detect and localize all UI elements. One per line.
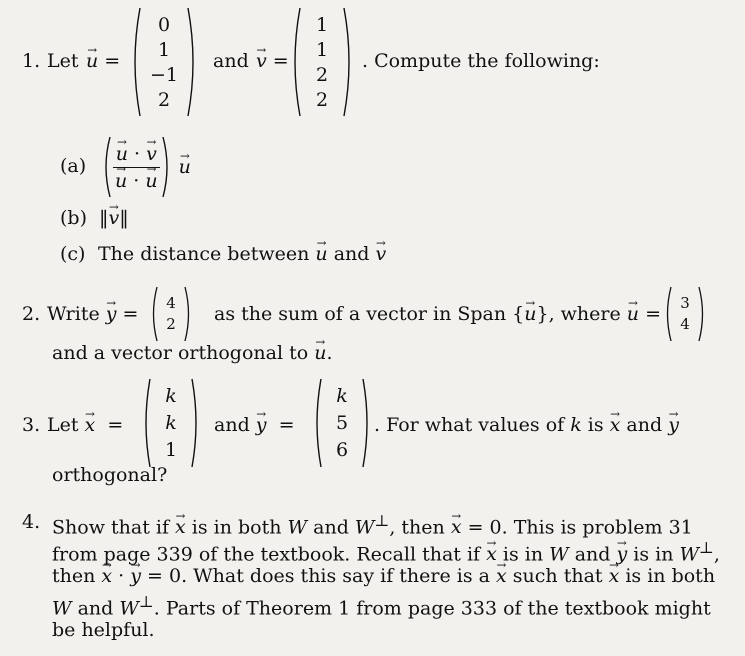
projection-fraction: → u · → v → u · → u — [112, 143, 161, 192]
v-entry-2: 1 — [315, 39, 329, 61]
problem-4-line-4: W and W⊥. Parts of Theorem 1 from page 333 of the textbook might — [52, 592, 711, 620]
problem-1-compute: . Compute the following: — [362, 50, 600, 72]
problem-3-x-column-vector — [140, 377, 202, 469]
problem-2-number: 2. — [22, 303, 41, 325]
right-paren-icon — [183, 285, 194, 343]
problem-2-y-column-vector — [148, 285, 194, 343]
y3-entry-1: k — [336, 384, 348, 407]
y-entry-2: 2 — [166, 315, 176, 333]
problem-4-number: 4. — [22, 511, 41, 533]
part-a-expression: → u · → v → u · → u → u — [100, 135, 191, 199]
part-c-label: (c) — [60, 243, 86, 265]
problem-3-line-2: orthogonal? — [52, 464, 168, 486]
x-entry-2: k — [165, 411, 177, 434]
problem-2-write: Write → y = — [47, 303, 138, 325]
problem-1-v-symbol: → v = — [256, 50, 289, 72]
right-paren-icon — [697, 285, 708, 343]
u-entry-1: 0 — [157, 14, 171, 36]
problem-1-and: and — [213, 50, 249, 72]
part-b-norm: ‖→ v‖ — [99, 207, 129, 229]
left-paren-icon — [100, 135, 112, 199]
y3-entry-2: 5 — [335, 411, 349, 434]
y3-entry-3: 6 — [335, 438, 349, 461]
x-entry-3: 1 — [164, 438, 178, 461]
problem-2-mid-text: as the sum of a vector in Span {→ u}, where → u = — [214, 303, 661, 325]
left-paren-icon — [288, 6, 302, 118]
problem-4-line-5: be helpful. — [52, 619, 155, 641]
u2-entry-2: 4 — [680, 315, 690, 333]
left-paren-icon — [311, 377, 323, 469]
left-paren-icon — [128, 6, 142, 118]
left-paren-icon — [148, 285, 159, 343]
u-entry-2: 1 — [157, 39, 171, 61]
problem-3-question: . For what values of k is → x and → y — [374, 414, 679, 436]
left-paren-icon — [140, 377, 152, 469]
u2-entry-1: 3 — [680, 294, 690, 312]
v-entry-3: 2 — [315, 64, 329, 86]
right-paren-icon — [190, 377, 202, 469]
right-paren-icon — [161, 135, 173, 199]
problem-2-line-2: and a vector orthogonal to → u. — [52, 342, 332, 364]
problem-4-line-2: from page 339 of the textbook. Recall that if → x is in W and → y is in W⊥, — [52, 538, 720, 565]
right-paren-icon — [342, 6, 356, 118]
part-b-label: (b) — [60, 207, 87, 229]
v-entry-4: 2 — [315, 89, 329, 111]
problem-3-and: and → y = — [214, 414, 295, 436]
u-entry-3: −1 — [149, 64, 178, 86]
y-entry-1: 4 — [166, 294, 176, 312]
problem-1-u-symbol: → u = — [86, 50, 120, 72]
left-paren-icon — [662, 285, 673, 343]
problem-2-u-column-vector — [662, 285, 708, 343]
problem-4-line-1: Show that if → x is in both W and W⊥, then → x = 0. This is problem 31 — [52, 511, 693, 538]
right-paren-icon — [361, 377, 373, 469]
problem-1-u-column-vector — [128, 6, 200, 118]
part-c-text: The distance between → u and → v — [98, 243, 386, 265]
right-paren-icon — [186, 6, 200, 118]
problem-1-v-column-vector — [288, 6, 356, 118]
problem-3-number: 3. — [22, 414, 41, 436]
problem-3-y-column-vector — [311, 377, 373, 469]
x-entry-1: k — [165, 384, 177, 407]
part-a-label: (a) — [60, 155, 87, 177]
problem-3-let: Let → x = — [47, 414, 123, 436]
problem-1-let: Let — [47, 50, 79, 72]
u-entry-4: 2 — [157, 89, 171, 111]
problem-1-number: 1. — [22, 50, 41, 72]
v-entry-1: 1 — [315, 14, 329, 36]
problem-4-line-3: then → x · → y = 0. What does this say if there is a → x such that → x is in both — [52, 565, 715, 587]
